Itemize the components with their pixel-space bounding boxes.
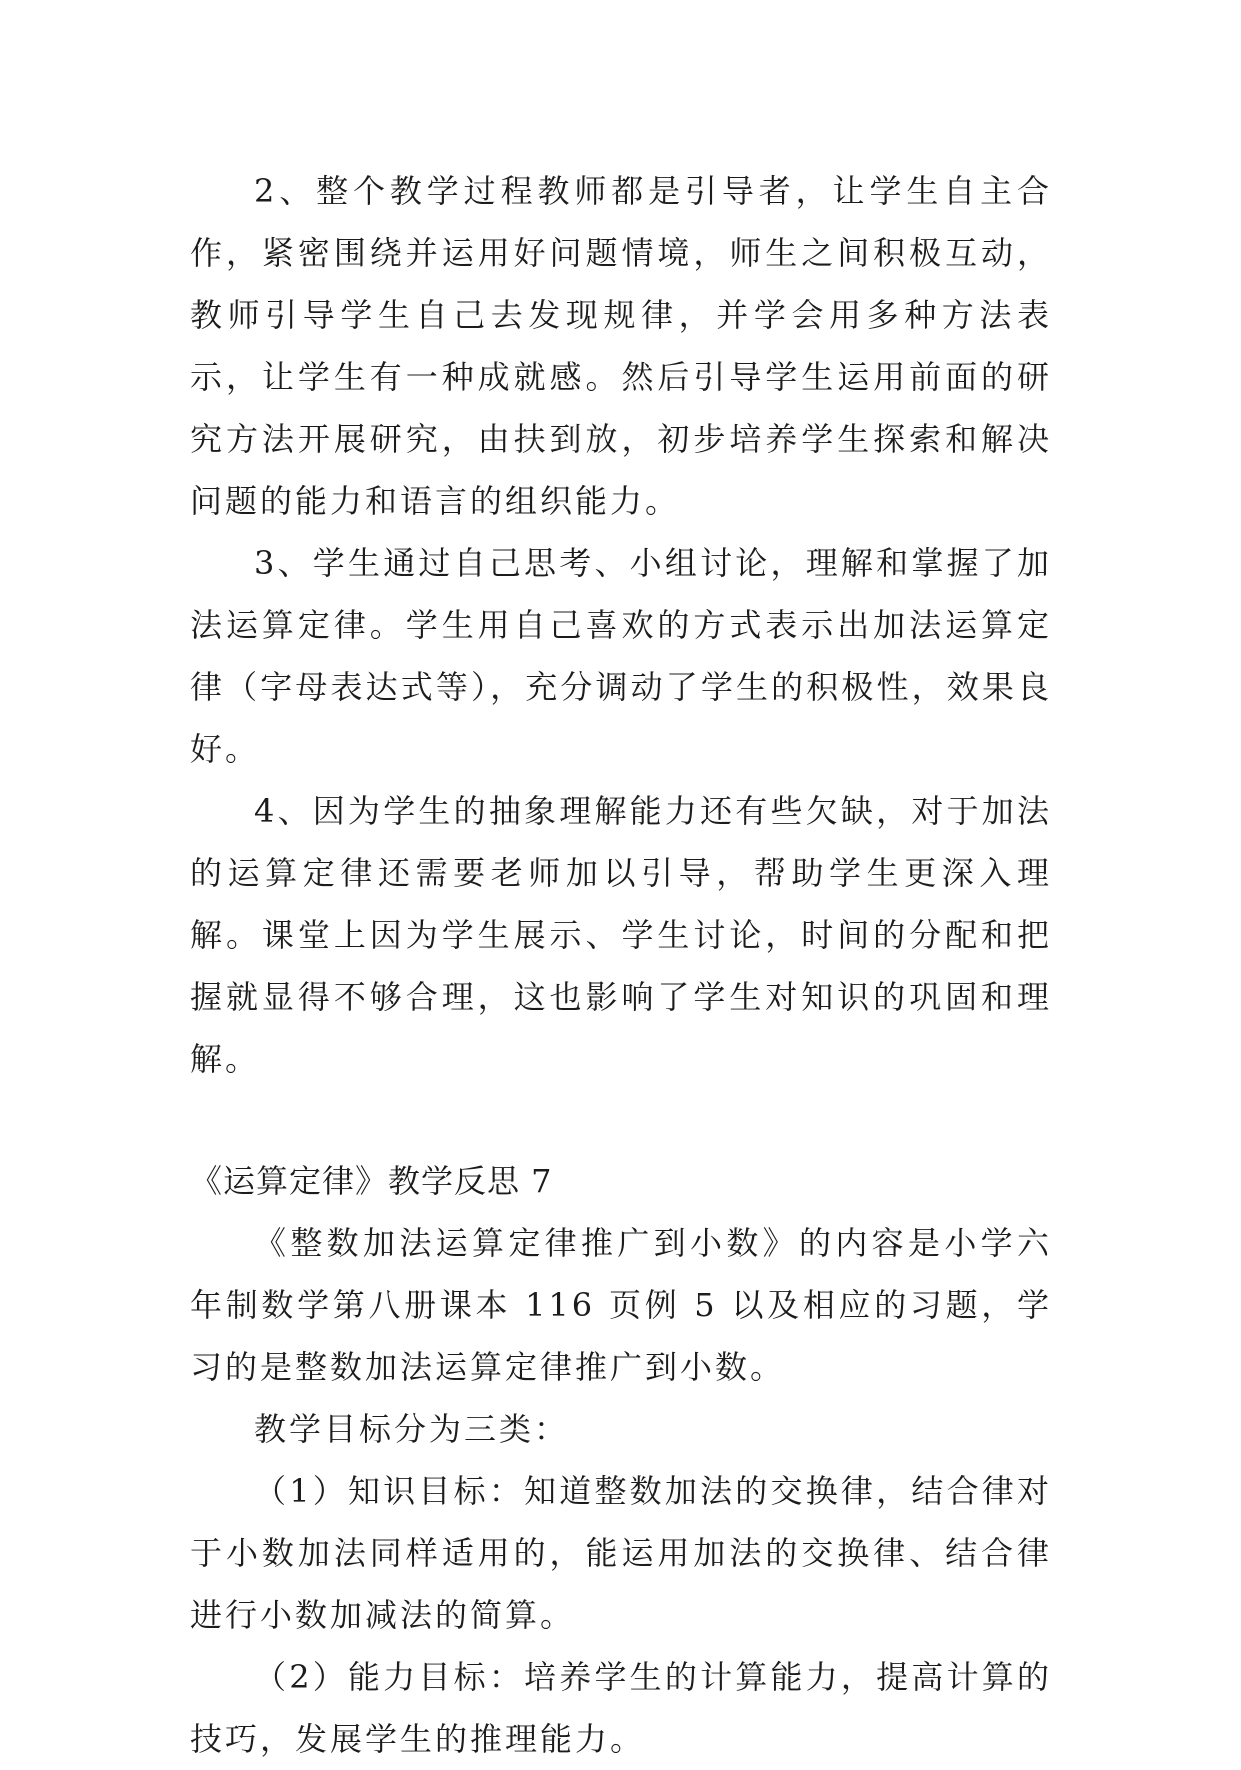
paragraph-3: 3、学生通过自己思考、小组讨论，理解和掌握了加法运算定律。学生用自己喜欢的方式表示出加法运算定律（字母表达式等），充分调动了学生的积极性，效果良好。 — [190, 544, 1052, 768]
paragraph-intro: 《整数加法运算定律推广到小数》的内容是小学六年制数学第八册课本 116 页例 5 以及相应的习题，学习的是整数加法运算定律推广到小数。 — [190, 1224, 1052, 1386]
paragraph-goal-ability: （2）能力目标：培养学生的计算能力，提高计算的技巧，发展学生的推理能力。 — [190, 1658, 1052, 1758]
paragraph-goal-knowledge: （1）知识目标：知道整数加法的交换律，结合律对于小数加法同样适用的，能运用加法的交换律、结合律进行小数加减法的简算。 — [190, 1472, 1052, 1634]
paragraph-goals-heading: 教学目标分为三类： — [254, 1410, 570, 1448]
section-title: 《运算定律》教学反思 7 — [190, 1162, 553, 1200]
paragraph-2: 2、整个教学过程教师都是引导者，让学生自主合作，紧密围绕并运用好问题情境，师生之间积极互动，教师引导学生自己去发现规律，并学会用多种方法表示，让学生有一种成就感。然后引导学生运用前面的研究方法开展研究，由扶到放，初步培养学生探索和解决问题的能力和语言的组织能力。 — [190, 172, 1052, 520]
paragraph-4: 4、因为学生的抽象理解能力还有些欠缺，对于加法的运算定律还需要老师加以引导，帮助学生更深入理解。课堂上因为学生展示、学生讨论，时间的分配和把握就显得不够合理，这也影响了学生对知识的巩固和理解。 — [190, 792, 1052, 1078]
document-body — [190, 160, 1052, 1770]
